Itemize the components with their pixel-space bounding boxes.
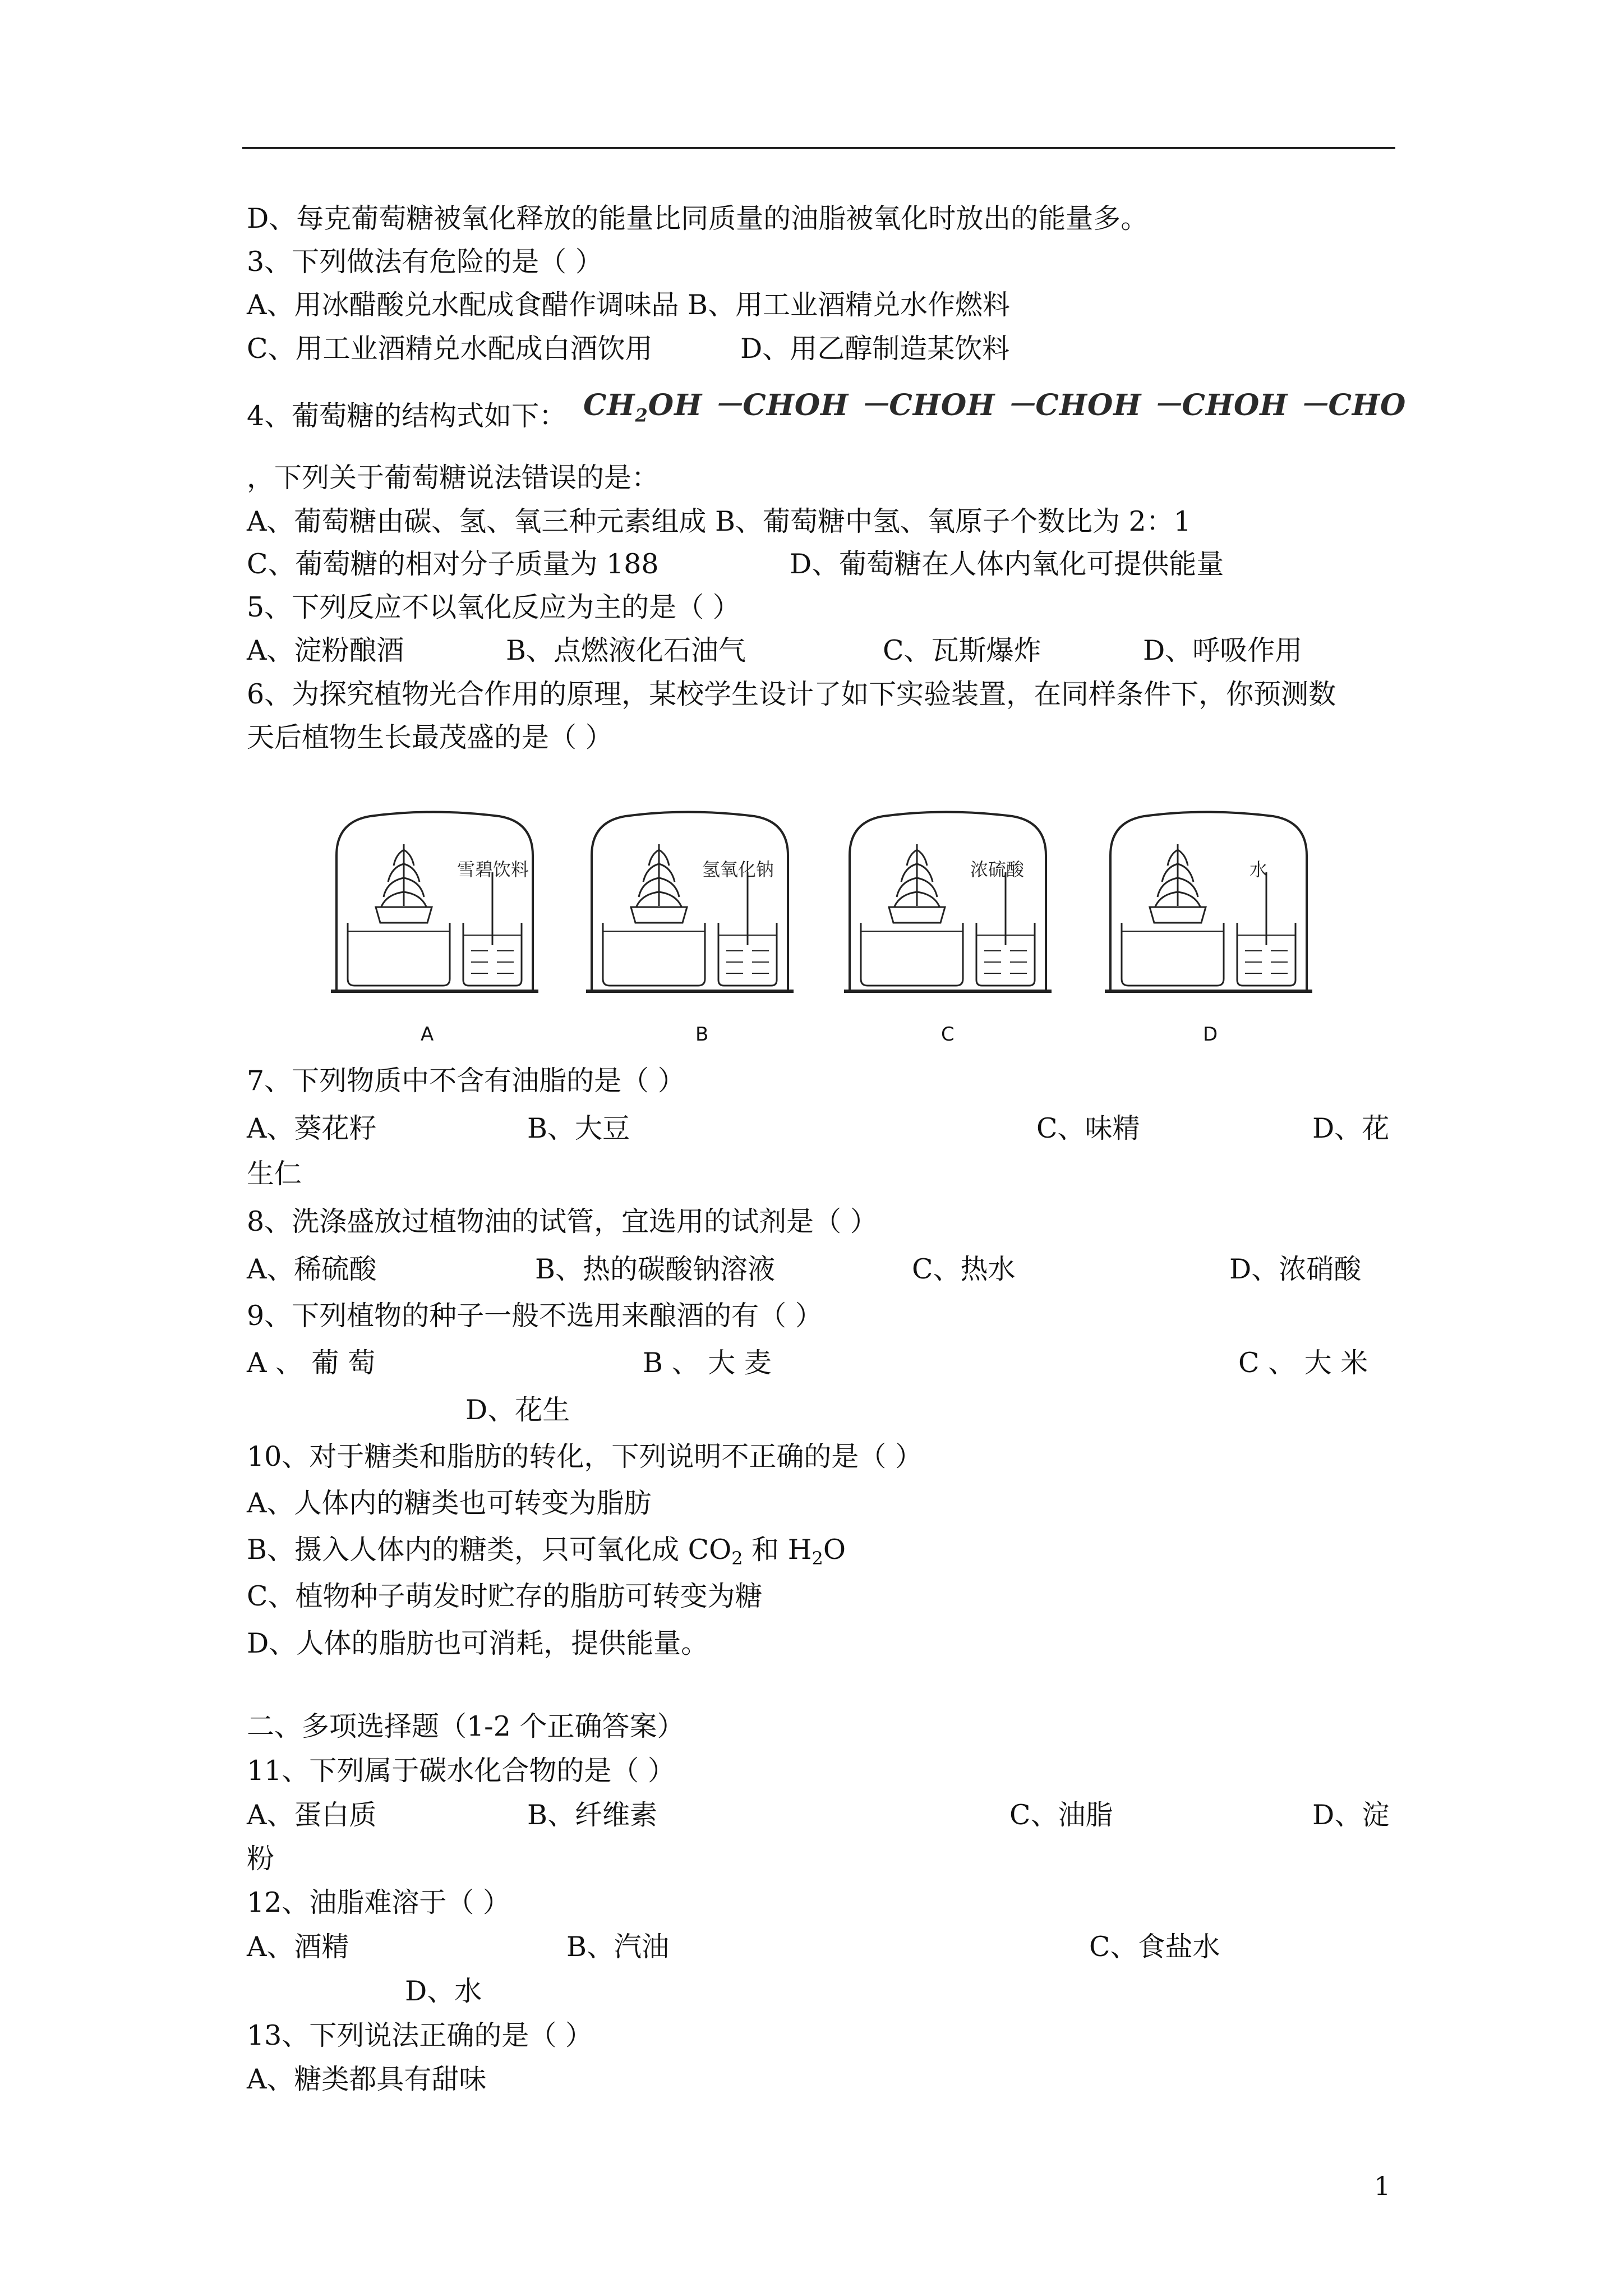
question-13: 13、下列说法正确的是（ ）: [247, 2019, 593, 2051]
q11-option-d: D、淀: [1312, 1799, 1390, 1831]
experiment-figure: [314, 794, 1380, 1057]
q3-option-d: D、用乙醇制造某饮料: [740, 333, 1010, 365]
panel-label-b: B: [695, 1023, 709, 1046]
q12-option-d: D、水: [405, 1975, 482, 2007]
q11-option-a: A、蛋白质: [247, 1799, 377, 1831]
page-number: 1: [1374, 2171, 1391, 2201]
q12-option-b: B、汽油: [566, 1931, 670, 1963]
glucose-formula: $CH_2OH$ －CHOH －CHOH －CHOH －CHOH －CHO: [583, 388, 1407, 426]
q7-option-c: C、味精: [1036, 1112, 1140, 1144]
header-rule: [242, 147, 1395, 149]
liquid-label-d: 水: [1249, 859, 1268, 880]
q7-option-d: D、花: [1312, 1112, 1390, 1144]
q11-option-c: C、油脂: [1009, 1799, 1113, 1831]
liquid-label-b: 氢氧化钠: [702, 859, 774, 880]
q9-option-a: A 、 葡 萄: [247, 1347, 376, 1379]
q7-option-d-wrap: 生仁: [247, 1158, 302, 1190]
q3-options-ab: A、用冰醋酸兑水配成食醋作调味品 B、用工业酒精兑水作燃料: [247, 289, 1010, 321]
apparatus-c: [844, 812, 1052, 1046]
question-5: 5、下列反应不以氧化反应为主的是（ ）: [247, 591, 740, 623]
q5-option-d: D、呼吸作用: [1143, 634, 1303, 666]
q8-option-a: A、稀硫酸: [247, 1253, 377, 1285]
question-9: 9、下列植物的种子一般不选用来酿酒的有（ ）: [247, 1300, 823, 1332]
q10-option-d: D、人体的脂肪也可消耗，提供能量。: [247, 1627, 709, 1659]
q4-option-c: C、葡萄糖的相对分子质量为 188: [247, 548, 659, 580]
question-4: 4、葡萄糖的结构式如下：: [247, 400, 567, 432]
question-12: 12、油脂难溶于（ ）: [247, 1887, 510, 1918]
panel-label-c: C: [941, 1023, 955, 1046]
question-6: 6、为探究植物光合作用的原理，某校学生设计了如下实验装置，在同样条件下，你预测数: [247, 678, 1336, 710]
q12-option-a: A、酒精: [247, 1931, 349, 1963]
q11-option-d-wrap: 粉: [247, 1843, 275, 1875]
question-8: 8、洗涤盛放过植物油的试管，宜选用的试剂是（ ）: [247, 1205, 878, 1237]
apparatus-b: [586, 812, 794, 1046]
q8-option-b: B、热的碳酸钠溶液: [535, 1253, 776, 1285]
q12-option-c: C、食盐水: [1089, 1931, 1220, 1963]
liquid-label-a: 雪碧饮料: [457, 859, 529, 880]
q4-options-ab: A、葡萄糖由碳、氢、氧三种元素组成 B、葡萄糖中氢、氧原子个数比为 2：1: [247, 505, 1191, 537]
section-2-title: 二、多项选择题（1-2 个正确答案）: [247, 1710, 685, 1742]
question-7: 7、下列物质中不含有油脂的是（ ）: [247, 1065, 685, 1097]
panel-label-d: D: [1203, 1023, 1218, 1046]
liquid-label-c: 浓硫酸: [970, 859, 1025, 880]
q8-option-d: D、浓硝酸: [1229, 1253, 1362, 1285]
question-6-continued: 天后植物生长最茂盛的是（ ）: [247, 721, 613, 753]
question-4-continued: ，下列关于葡萄糖说法错误的是：: [247, 462, 660, 494]
q4-option-d: D、葡萄糖在人体内氧化可提供能量: [790, 548, 1224, 580]
apparatus-d: [1105, 812, 1312, 1046]
question-3: 3、下列做法有危险的是（ ）: [247, 246, 603, 278]
q5-option-c: C、瓦斯爆炸: [883, 634, 1041, 666]
q9-option-b: B 、 大 麦: [643, 1347, 772, 1379]
question-11: 11、下列属于碳水化合物的是（ ）: [247, 1755, 675, 1787]
q9-option-c: C 、 大 米: [1238, 1347, 1368, 1379]
q5-option-b: B、点燃液化石油气: [506, 634, 746, 666]
q10-option-a: A、人体内的糖类也可转变为脂肪: [247, 1487, 652, 1519]
q9-option-d: D、花生: [465, 1394, 570, 1426]
q7-option-b: B、大豆: [527, 1112, 630, 1144]
q10-option-b: B、摄入人体内的糖类，只可氧化成 $CO_2$ 和 $H_2O$: [247, 1534, 846, 1569]
q3-option-c: C、用工业酒精兑水配成白酒饮用: [247, 333, 653, 365]
q5-option-a: A、淀粉酿酒: [247, 634, 404, 666]
q8-option-c: C、热水: [912, 1253, 1016, 1285]
q13-option-a: A、糖类都具有甜味: [247, 2063, 487, 2095]
panel-label-a: A: [421, 1023, 434, 1046]
q10-option-c: C、植物种子萌发时贮存的脂肪可转变为糖: [247, 1580, 763, 1612]
apparatus-a: [331, 812, 538, 1046]
q7-option-a: A、葵花籽: [247, 1112, 377, 1144]
question-10: 10、对于糖类和脂肪的转化，下列说明不正确的是（ ）: [247, 1441, 923, 1473]
q11-option-b: B、纤维素: [527, 1799, 658, 1831]
option-line: D、每克葡萄糖被氧化释放的能量比同质量的油脂被氧化时放出的能量多。: [247, 203, 1149, 234]
